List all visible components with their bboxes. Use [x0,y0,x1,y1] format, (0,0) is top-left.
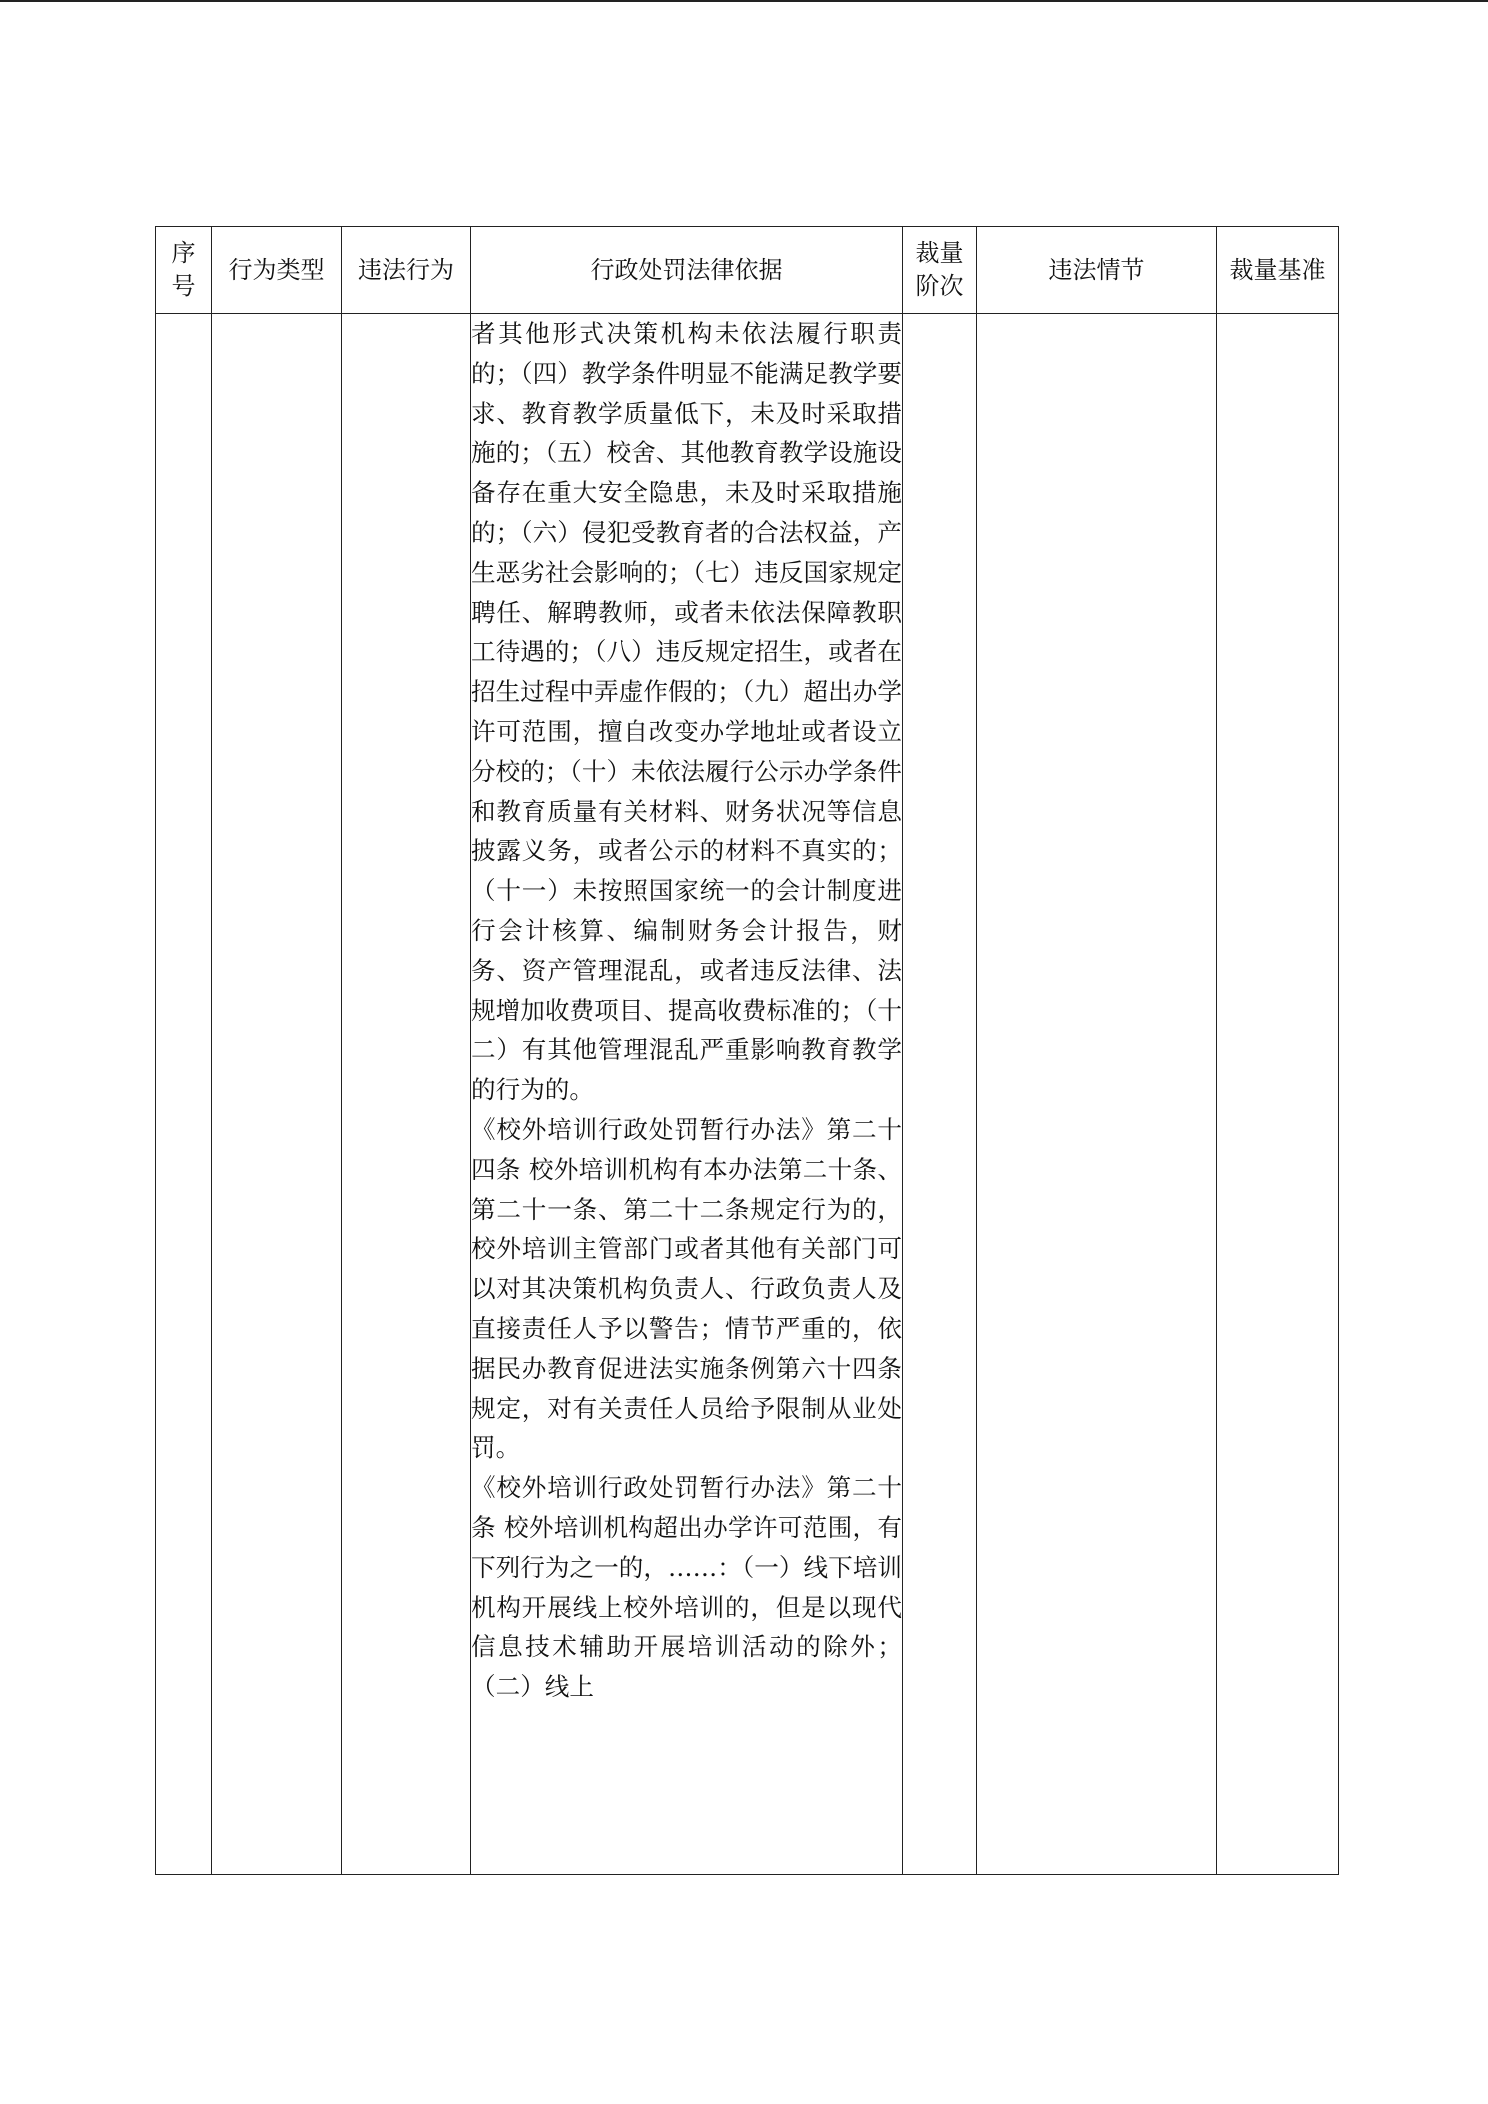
header-level [903,227,977,314]
cell-behavior-type [212,314,342,1875]
header-circumstances: 违法情节 [977,227,1217,314]
cell-legal-basis [471,314,903,1875]
header-row [156,227,1339,314]
header-level-line-2: 阶次 [915,272,964,300]
header-level-line-1: 裁量 [915,239,964,267]
header-behavior-type: 行为类型 [212,227,342,314]
header-seq-line-1: 序 [171,239,196,267]
legal-basis-paragraph-2: 《校外培训行政处罚暂行办法》第二十四条 校外培训机构有本办法第二十条、第二十一条、第二十二条规定行为的，校外培训主管部门或者其他有关部门可以对其决策机构负责人、行政负责人及直接责任人予以警告；情节严重的，依据民办教育促进法实施条例第六十四条规定，对有关责任人员给予限制从业处罚。 [471,1114,902,1463]
cell-violation [342,314,471,1875]
legal-basis-paragraph-1: 者其他形式决策机构未依法履行职责的；（四）教学条件明显不能满足教学要求、教育教学质量低下，未及时采取措施的；（五）校舍、其他教育教学设施设备存在重大安全隐患，未及时采取措施的；（六）侵犯受教育者的合法权益，产生恶劣社会影响的；（七）违反国家规定聘任、解聘教师，或者未依法保障教职工待遇的；（八）违反规定招生，或者在招生过程中弄虚作假的；（九）超出办学许可范围，擅自改变办学地址或者设立分校的；（十）未依法履行公示办学条件和教育质量有关材料、财务状况等信息披露义务，或者公示的材料不真实的；（十一）未按照国家统一的会计制度进行会计核算、编制财务会计报告，财务、资产管理混乱，或者违反法律、法规增加收费项目、提高收费标准的；（十二）有其他管理混乱严重影响教育教学的行为的。 [471,319,902,1105]
cell-standard [1217,314,1339,1875]
table-row [156,314,1339,1875]
cell-circumstances [977,314,1217,1875]
penalty-discretion-table [155,226,1339,1875]
header-seq [156,227,212,314]
cell-seq [156,314,212,1875]
header-violation: 违法行为 [342,227,471,314]
page-top-border [0,0,1488,2]
header-legal-basis: 行政处罚法律依据 [471,227,903,314]
cell-level [903,314,977,1875]
legal-basis-paragraph-3: 《校外培训行政处罚暂行办法》第二十条 校外培训机构超出办学许可范围，有下列行为之一的，……：（一）线下培训机构开展线上校外培训的，但是以现代信息技术辅助开展培训活动的除外；（二）线上 [471,1473,902,1702]
header-standard: 裁量基准 [1217,227,1339,314]
header-seq-line-2: 号 [171,272,196,300]
